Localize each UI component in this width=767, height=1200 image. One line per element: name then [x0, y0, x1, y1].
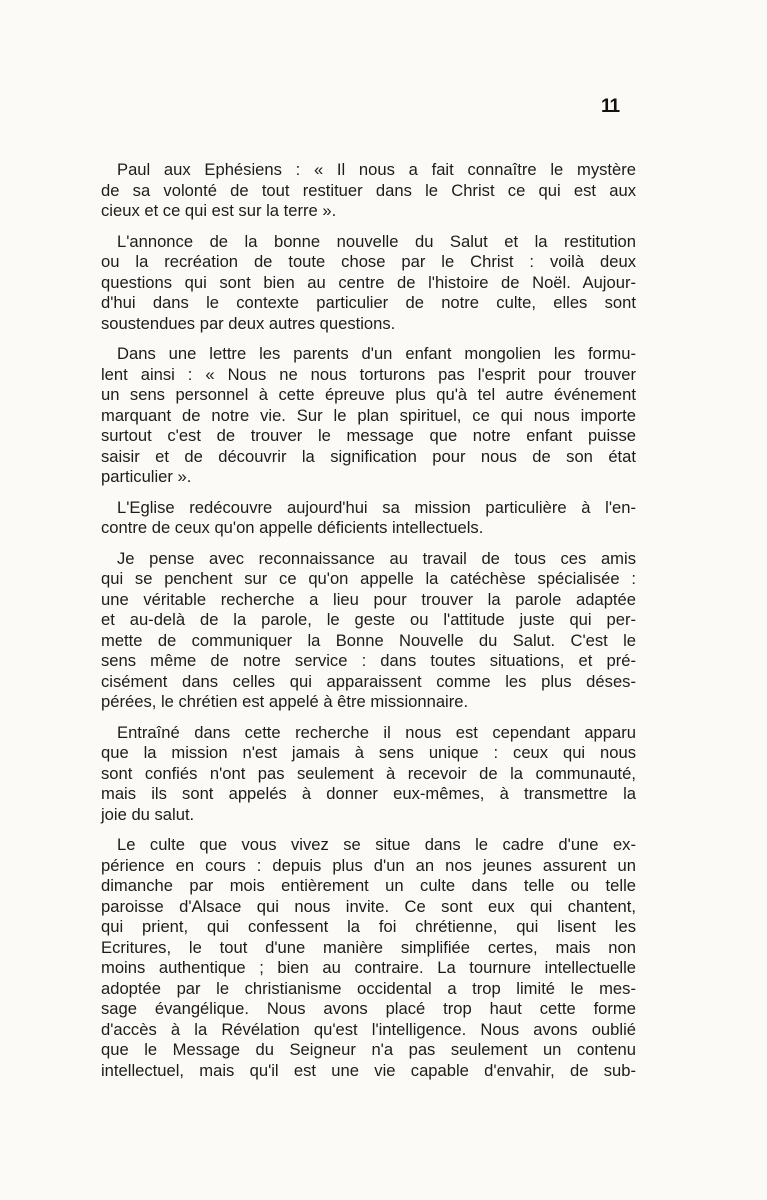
- text-line: cisément dans celles qui apparaissent comme les plus déses-: [101, 671, 636, 691]
- text-line: surtout c'est de trouver le message que notre enfant puisse: [101, 426, 636, 445]
- text-line: sont confiés n'ont pas seulement à recevoir de la communauté,: [101, 763, 636, 783]
- text-line: une véritable recherche a lieu pour trouver la parole adaptée: [101, 589, 636, 609]
- page-number: 11: [601, 96, 620, 117]
- text-line: d'accès à la Révélation qu'est l'intelligence. Nous avons oublié: [101, 1019, 636, 1039]
- text-line: saisir et de découvrir la signification pour nous de son état: [101, 446, 636, 466]
- text-line: dimanche par mois entièrement un culte dans telle ou telle: [101, 876, 636, 895]
- text-line: joie du salut.: [101, 804, 195, 824]
- text-line: périence en cours : depuis plus d'un an nos jeunes assurent un: [101, 855, 636, 875]
- text-line: Le culte que vous vivez se situe dans le cadre d'une ex-: [117, 835, 636, 854]
- text-line: soustendues par deux autres questions.: [101, 313, 396, 333]
- text-line: Dans une lettre les parents d'un enfant mongolien les formu-: [117, 344, 636, 363]
- text-line: Je pense avec reconnaissance au travail de tous ces amis: [117, 548, 636, 568]
- text-line: Entraîné dans cette recherche il nous est cependant apparu: [117, 722, 636, 742]
- text-line: marquant de notre vie. Sur le plan spirituel, ce qui nous importe: [101, 405, 636, 425]
- text-line: questions qui sont bien au centre de l'histoire de Noël. Aujour-: [101, 272, 636, 292]
- text-line: Ecritures, le tout d'une manière simplifiée certes, mais non: [101, 937, 636, 957]
- text-line: L'Eglise redécouvre aujourd'hui sa mission particulière à l'en-: [117, 497, 636, 517]
- text-line: que le Message du Seigneur n'a pas seulement un contenu: [101, 1040, 636, 1059]
- text-line: lent ainsi : « Nous ne nous torturons pas l'esprit pour trouver: [101, 364, 636, 384]
- text-line: intellectuel, mais qu'il est une vie capable d'envahir, de sub-: [101, 1060, 636, 1080]
- body-text: [101, 160, 636, 1091]
- paragraph: [101, 498, 636, 539]
- paragraph: [101, 549, 636, 713]
- text-line: sage évangélique. Nous avons placé trop haut cette forme: [101, 999, 636, 1018]
- text-line: cieux et ce qui est sur la terre ».: [101, 201, 337, 220]
- text-line: qui prient, qui confessent la foi chrétienne, qui lisent les: [101, 917, 636, 936]
- text-line: L'annonce de la bonne nouvelle du Salut et la restitution: [117, 231, 636, 251]
- text-line: contre de ceux qu'on appelle déficients intellectuels.: [101, 518, 484, 537]
- text-line: pérées, le chrétien est appelé à être missionnaire.: [101, 692, 469, 711]
- text-line: adoptée par le christianisme occidental a trop limité le mes-: [101, 978, 636, 998]
- text-line: mette de communiquer la Bonne Nouvelle du Salut. C'est le: [101, 630, 636, 650]
- text-line: mais ils sont appelés à donner eux-mêmes, à transmettre la: [101, 784, 636, 803]
- text-line: moins authentique ; bien au contraire. La tournure intellectuelle: [101, 958, 636, 977]
- text-line: un sens personnel à cette épreuve plus qu'à tel autre événement: [101, 385, 636, 404]
- text-line: de sa volonté de tout restituer dans le Christ ce qui est aux: [101, 180, 636, 200]
- text-line: que la mission n'est jamais à sens unique : ceux qui nous: [101, 743, 636, 762]
- text-line: sens même de notre service : dans toutes situations, et pré-: [101, 651, 636, 670]
- text-line: ou la recréation de toute chose par le Christ : voilà deux: [101, 252, 636, 271]
- text-line: d'hui dans le contexte particulier de notre culte, elles sont: [101, 293, 636, 312]
- paragraph: [101, 723, 636, 826]
- text-line: qui se penchent sur ce qu'on appelle la catéchèse spécialisée :: [101, 569, 636, 588]
- paragraph: [101, 232, 636, 335]
- text-line: et au-delà de la parole, le geste ou l'attitude juste qui per-: [101, 610, 636, 629]
- paragraph: [101, 160, 636, 222]
- paragraph: [101, 835, 636, 1081]
- text-line: Paul aux Ephésiens : « Il nous a fait connaître le mystère: [117, 160, 636, 179]
- text-line: paroisse d'Alsace qui nous invite. Ce sont eux qui chantent,: [101, 896, 636, 916]
- text-line: particulier ».: [101, 467, 192, 486]
- paragraph: [101, 344, 636, 488]
